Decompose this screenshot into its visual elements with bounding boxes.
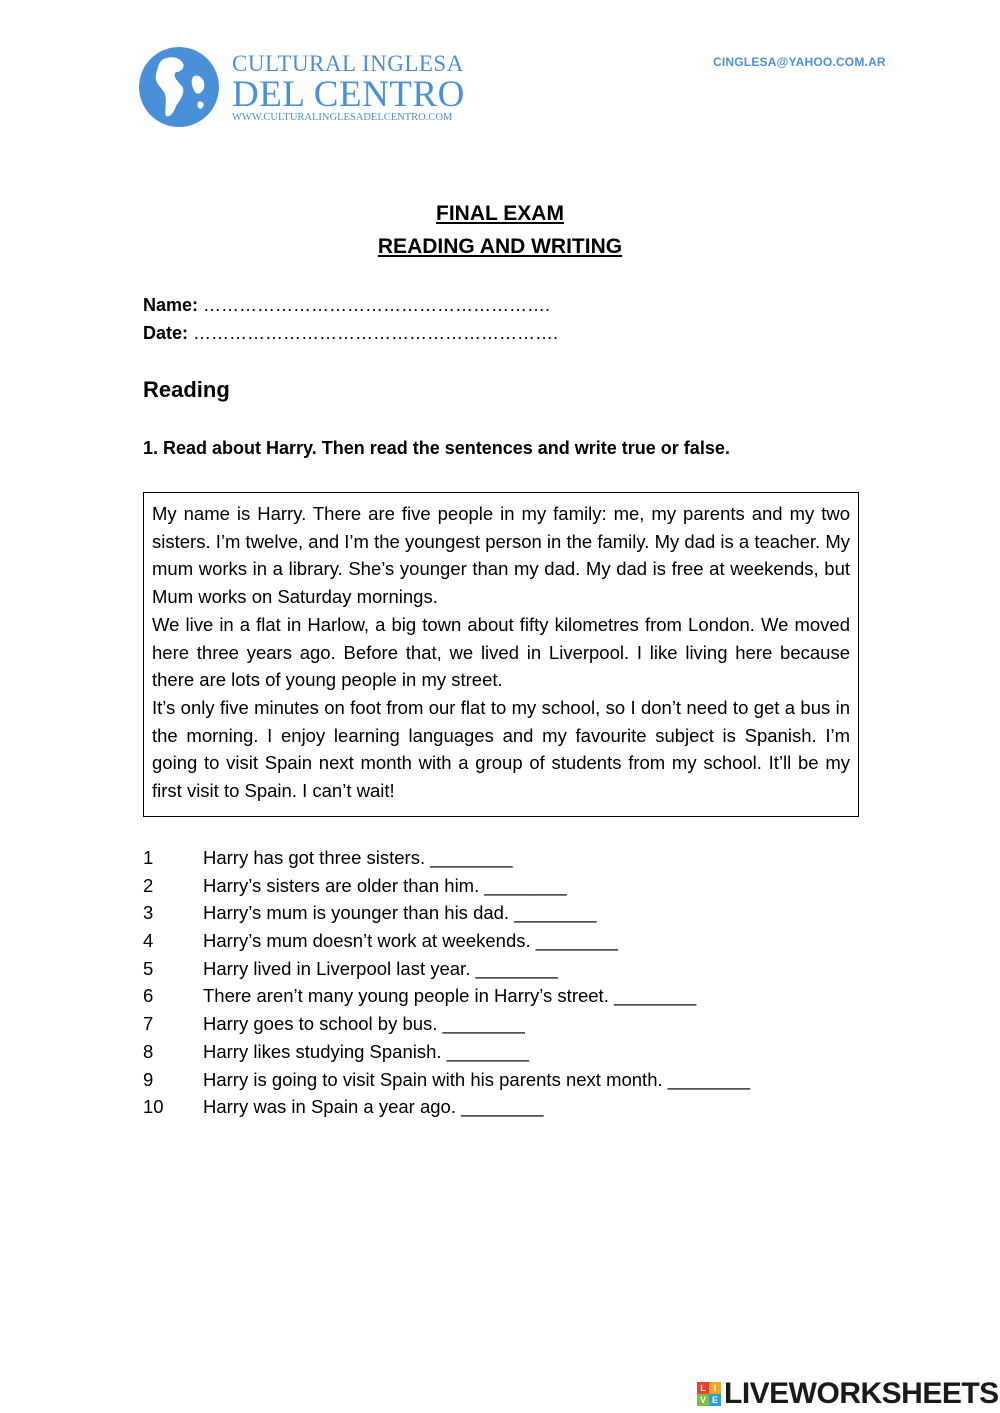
question-item[interactable] xyxy=(143,955,843,983)
question-item[interactable] xyxy=(143,1010,843,1038)
liveworksheets-logo-icon xyxy=(697,1382,721,1406)
question-text: Harry’s sisters are older than him. ________ xyxy=(203,874,567,896)
section-heading: Reading xyxy=(143,377,230,402)
contact-email: CINGLESA@YAHOO.COM.AR xyxy=(713,55,886,69)
question-item[interactable] xyxy=(143,899,843,927)
date-field[interactable] xyxy=(143,323,558,344)
question-text: Harry is going to visit Spain with his parents next month. ________ xyxy=(203,1068,751,1090)
question-number: 8 xyxy=(143,1040,154,1062)
globe-icon xyxy=(138,46,220,128)
question-number: 2 xyxy=(143,874,154,896)
logo-website: WWW.CULTURALINGLESADELCENTRO.COM xyxy=(232,112,453,123)
question-number: 5 xyxy=(143,957,154,979)
question-text: Harry lived in Liverpool last year. ________ xyxy=(203,957,558,979)
question-number: 10 xyxy=(143,1096,164,1118)
logo-cell-v: V xyxy=(697,1394,709,1406)
logo xyxy=(138,44,478,130)
name-label: Name: xyxy=(143,295,199,315)
exam-subtitle: READING AND WRITING xyxy=(377,235,623,258)
date-dots: ……………………………………………………. xyxy=(188,323,559,343)
question-text: Harry’s mum doesn’t work at weekends. ________ xyxy=(203,930,619,952)
question-text: Harry was in Spain a year ago. ________ xyxy=(203,1096,544,1118)
question-text: Harry likes studying Spanish. ________ xyxy=(203,1040,529,1062)
question-number: 3 xyxy=(143,902,154,924)
question-text: There aren’t many young people in Harry’s street. ________ xyxy=(203,985,697,1007)
question-item[interactable] xyxy=(143,1038,843,1066)
question-number: 4 xyxy=(143,930,154,952)
question-number: 6 xyxy=(143,985,154,1007)
logo-cell-e: E xyxy=(709,1394,721,1406)
passage-paragraph-2: We live in a flat in Harlow, a big town about fifty kilometres from London. We moved here three years ago. Before that, we lived in Liverpool. I like living here because there are lots of young people in my street. xyxy=(152,613,850,691)
question-item[interactable] xyxy=(143,872,843,900)
question-item[interactable] xyxy=(143,1066,843,1094)
question-text: Harry’s mum is younger than his dad. ________ xyxy=(203,902,597,924)
question-number: 7 xyxy=(143,1013,154,1035)
date-label: Date: xyxy=(143,323,189,343)
passage-paragraph-3: It’s only five minutes on foot from our flat to my school, so I don’t need to get a bus in the morning. I enjoy learning languages and my favourite subject is Spanish. I’m going to visit Spain next month with a group of students from my school. It’ll be my first visit to Spain. I can’t wait! xyxy=(152,696,850,802)
liveworksheets-brand[interactable] xyxy=(697,1378,999,1410)
exercise-instruction: 1. Read about Harry. Then read the sentences and write true or false. xyxy=(143,438,730,458)
question-text: Harry goes to school by bus. ________ xyxy=(203,1013,525,1035)
logo-cell-l: L xyxy=(697,1382,709,1394)
reading-passage xyxy=(143,492,859,817)
question-item[interactable] xyxy=(143,982,843,1010)
name-dots: …………………………………………………. xyxy=(198,295,551,315)
question-item[interactable] xyxy=(143,1093,843,1121)
question-list xyxy=(143,844,843,1121)
logo-line-cultural-inglesa: CULTURAL INGLESA xyxy=(232,51,464,76)
question-item[interactable] xyxy=(143,927,843,955)
logo-line-del-centro: DEL CENTRO xyxy=(232,74,465,115)
question-item[interactable] xyxy=(143,844,843,872)
passage-paragraph-1: My name is Harry. There are five people in my family: me, my parents and my two sisters. I’m twelve, and I’m the youngest person in the family. My dad is a teacher. My mum works in a library. She’s younger than my dad. My dad is free at weekends, but Mum works on Saturday mornings. xyxy=(152,503,850,608)
question-number: 1 xyxy=(143,847,154,868)
liveworksheets-wordmark: LIVEWORKSHEETS xyxy=(724,1377,999,1410)
logo-cell-i: I xyxy=(709,1382,721,1394)
exam-title: FINAL EXAM xyxy=(436,202,564,225)
question-text: Harry has got three sisters. ________ xyxy=(203,847,513,868)
question-number: 9 xyxy=(143,1068,154,1090)
name-field[interactable] xyxy=(143,295,550,316)
